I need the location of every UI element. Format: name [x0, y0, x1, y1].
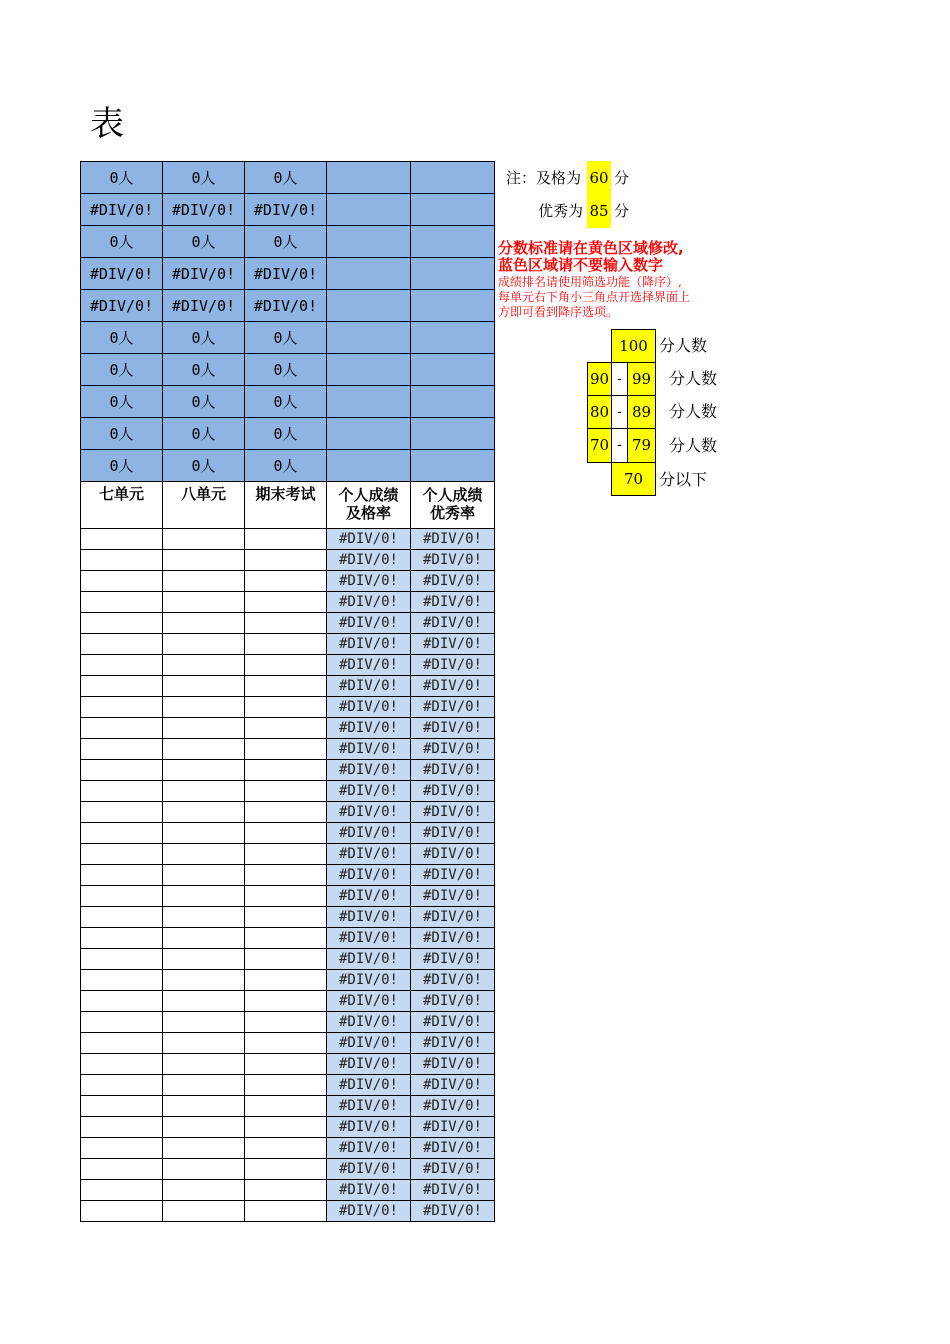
excellent-score-input[interactable]: 85 [587, 195, 611, 228]
band-80-dash: - [611, 395, 628, 429]
excellent-rate-cell[interactable]: #DIV/0! [411, 760, 495, 781]
excellent-rate-cell[interactable]: #DIV/0! [411, 1201, 495, 1222]
pass-rate-cell[interactable]: #DIV/0! [327, 1180, 411, 1201]
stats-cell[interactable]: 0人 [81, 450, 163, 482]
excellent-rate-cell[interactable]: #DIV/0! [411, 592, 495, 613]
table-row [81, 844, 495, 865]
band-70-low-input[interactable]: 70 [587, 428, 612, 463]
score-cell[interactable] [245, 718, 327, 739]
band-80-high-input[interactable]: 89 [627, 395, 656, 429]
pass-rate-cell[interactable]: #DIV/0! [327, 928, 411, 949]
score-cell[interactable] [163, 886, 245, 907]
stats-cell[interactable]: 0人 [81, 418, 163, 450]
pass-rate-cell[interactable]: #DIV/0! [327, 991, 411, 1012]
score-cell[interactable] [81, 697, 163, 718]
score-cell[interactable] [245, 571, 327, 592]
score-cell[interactable] [245, 844, 327, 865]
score-cell[interactable] [81, 844, 163, 865]
band-80-low-input[interactable]: 80 [587, 395, 612, 429]
excellent-rate-cell[interactable]: #DIV/0! [411, 865, 495, 886]
pass-note-prefix: 注：及格为 [506, 169, 582, 187]
pass-rate-cell[interactable]: #DIV/0! [327, 1201, 411, 1222]
table-row [81, 1159, 495, 1180]
sort-tip [498, 275, 690, 320]
excellent-rate-cell[interactable]: #DIV/0! [411, 844, 495, 865]
pass-rate-cell[interactable]: #DIV/0! [327, 823, 411, 844]
score-cell[interactable] [81, 907, 163, 928]
stats-cell[interactable]: #DIV/0! [245, 194, 327, 226]
header-final[interactable]: 期末考试 [245, 482, 327, 529]
score-cell[interactable] [163, 739, 245, 760]
stats-cell[interactable] [327, 322, 411, 354]
table-row [81, 802, 495, 823]
score-cell[interactable] [163, 529, 245, 550]
score-cell[interactable] [163, 634, 245, 655]
pass-rate-cell[interactable]: #DIV/0! [327, 676, 411, 697]
score-cell[interactable] [163, 802, 245, 823]
stats-cell[interactable]: 0人 [81, 386, 163, 418]
table-row [81, 592, 495, 613]
table-row [81, 1033, 495, 1054]
band-80-label: 分人数 [669, 402, 718, 421]
excellent-rate-cell[interactable]: #DIV/0! [411, 907, 495, 928]
excellent-rate-cell[interactable]: #DIV/0! [411, 676, 495, 697]
stats-row [81, 450, 495, 482]
stats-cell[interactable] [411, 418, 495, 450]
stats-cell[interactable]: 0人 [81, 162, 163, 194]
stats-cell[interactable] [327, 290, 411, 322]
score-cell[interactable] [245, 1075, 327, 1096]
stats-row [81, 162, 495, 194]
score-cell[interactable] [81, 1201, 163, 1222]
score-cell[interactable] [163, 949, 245, 970]
stats-cell[interactable] [411, 258, 495, 290]
stats-cell[interactable]: 0人 [81, 226, 163, 258]
score-cell[interactable] [81, 1012, 163, 1033]
stats-cell[interactable]: #DIV/0! [81, 290, 163, 322]
score-cell[interactable] [163, 1012, 245, 1033]
pass-rate-cell[interactable]: #DIV/0! [327, 571, 411, 592]
score-cell[interactable] [81, 634, 163, 655]
score-cell[interactable] [81, 676, 163, 697]
excellent-note-prefix: 优秀为 [538, 202, 584, 220]
score-cell[interactable] [81, 718, 163, 739]
score-cell[interactable] [163, 1033, 245, 1054]
stats-cell[interactable] [411, 290, 495, 322]
pass-rate-cell[interactable]: #DIV/0! [327, 697, 411, 718]
score-cell[interactable] [245, 886, 327, 907]
sort-tip-line-1: 成绩排名请使用筛选功能（降序）, [498, 275, 682, 289]
stats-cell[interactable]: 0人 [163, 162, 245, 194]
header-unit7[interactable]: 七单元 [81, 482, 163, 529]
pass-rate-cell[interactable]: #DIV/0! [327, 949, 411, 970]
excellent-rate-cell[interactable]: #DIV/0! [411, 634, 495, 655]
warning-note [498, 240, 684, 274]
table-row [81, 865, 495, 886]
score-cell[interactable] [81, 571, 163, 592]
excellent-rate-cell[interactable]: #DIV/0! [411, 1054, 495, 1075]
header-excellent-rate-line-1: 个人成绩 [422, 486, 483, 504]
score-cell[interactable] [81, 1075, 163, 1096]
score-cell[interactable] [163, 718, 245, 739]
score-cell[interactable] [163, 1075, 245, 1096]
score-cell[interactable] [163, 928, 245, 949]
table-row [81, 676, 495, 697]
table-row [81, 760, 495, 781]
stats-cell[interactable]: 0人 [245, 354, 327, 386]
pass-rate-cell[interactable]: #DIV/0! [327, 781, 411, 802]
excellent-rate-cell[interactable]: #DIV/0! [411, 697, 495, 718]
score-cell[interactable] [245, 655, 327, 676]
score-cell[interactable] [81, 781, 163, 802]
table-row [81, 571, 495, 592]
stats-cell[interactable]: 0人 [245, 162, 327, 194]
score-cell[interactable] [163, 1201, 245, 1222]
column-header-row [81, 482, 495, 529]
table-row [81, 613, 495, 634]
stats-cell[interactable] [327, 258, 411, 290]
pass-rate-cell[interactable]: #DIV/0! [327, 739, 411, 760]
stats-cell[interactable] [327, 194, 411, 226]
score-cell[interactable] [81, 1054, 163, 1075]
header-excellent-rate-line-2: 优秀率 [429, 504, 475, 522]
score-cell[interactable] [245, 613, 327, 634]
table-row [81, 1201, 495, 1222]
stats-cell[interactable] [411, 322, 495, 354]
stats-cell[interactable] [327, 418, 411, 450]
score-cell[interactable] [245, 1054, 327, 1075]
pass-rate-cell[interactable]: #DIV/0! [327, 655, 411, 676]
pass-rate-cell[interactable]: #DIV/0! [327, 550, 411, 571]
stats-cell[interactable]: #DIV/0! [163, 194, 245, 226]
header-pass-rate-line-2: 及格率 [345, 504, 391, 522]
score-cell[interactable] [245, 592, 327, 613]
score-cell[interactable] [245, 1138, 327, 1159]
table-row [81, 1117, 495, 1138]
header-pass-rate[interactable] [327, 482, 411, 529]
score-cell[interactable] [81, 865, 163, 886]
excellent-rate-cell[interactable]: #DIV/0! [411, 529, 495, 550]
table-row [81, 1054, 495, 1075]
score-cell[interactable] [163, 1180, 245, 1201]
score-cell[interactable] [245, 1012, 327, 1033]
score-cell[interactable] [245, 991, 327, 1012]
header-excellent-rate[interactable] [411, 482, 495, 529]
table-row [81, 970, 495, 991]
excellent-rate-cell[interactable]: #DIV/0! [411, 550, 495, 571]
stats-cell[interactable]: #DIV/0! [81, 258, 163, 290]
score-cell[interactable] [245, 781, 327, 802]
score-cell[interactable] [245, 907, 327, 928]
score-cell[interactable] [245, 760, 327, 781]
score-cell[interactable] [163, 1117, 245, 1138]
stats-cell[interactable] [411, 194, 495, 226]
excellent-rate-cell[interactable]: #DIV/0! [411, 1096, 495, 1117]
score-cell[interactable] [81, 1159, 163, 1180]
table-row [81, 907, 495, 928]
score-cell[interactable] [245, 676, 327, 697]
score-cell[interactable] [81, 970, 163, 991]
excellent-rate-cell[interactable]: #DIV/0! [411, 991, 495, 1012]
score-cell[interactable] [245, 550, 327, 571]
excellent-rate-cell[interactable]: #DIV/0! [411, 949, 495, 970]
stats-cell[interactable]: #DIV/0! [245, 258, 327, 290]
excellent-rate-cell[interactable]: #DIV/0! [411, 928, 495, 949]
excellent-rate-cell[interactable]: #DIV/0! [411, 781, 495, 802]
excellent-note-suffix: 分 [614, 202, 630, 220]
stats-row [81, 258, 495, 290]
pass-rate-cell[interactable]: #DIV/0! [327, 1138, 411, 1159]
excellent-rate-cell[interactable]: #DIV/0! [411, 739, 495, 760]
band-90-label: 分人数 [669, 369, 718, 388]
band-below-input[interactable]: 70 [611, 462, 656, 496]
score-cell[interactable] [81, 823, 163, 844]
table-row [81, 697, 495, 718]
stats-cell[interactable] [411, 162, 495, 194]
score-cell[interactable] [245, 1117, 327, 1138]
table-row [81, 1075, 495, 1096]
stats-cell[interactable]: 0人 [245, 418, 327, 450]
table-row [81, 928, 495, 949]
score-cell[interactable] [245, 697, 327, 718]
band-full-label: 分人数 [659, 336, 708, 355]
score-cell[interactable] [81, 928, 163, 949]
band-70-high-input[interactable]: 79 [627, 428, 656, 463]
stats-cell[interactable]: #DIV/0! [245, 290, 327, 322]
score-cell[interactable] [81, 550, 163, 571]
excellent-rate-cell[interactable]: #DIV/0! [411, 718, 495, 739]
pass-rate-cell[interactable]: #DIV/0! [327, 865, 411, 886]
warning-line-2: 蓝色区域请不要输入数字 [498, 256, 664, 274]
score-cell[interactable] [163, 1159, 245, 1180]
score-cell[interactable] [81, 1180, 163, 1201]
score-cell[interactable] [163, 550, 245, 571]
sort-tip-line-2: 每单元右下角小三角点开选择界面上 [498, 290, 691, 304]
stats-row [81, 290, 495, 322]
excellent-rate-cell[interactable]: #DIV/0! [411, 802, 495, 823]
table-row [81, 550, 495, 571]
excellent-rate-cell[interactable]: #DIV/0! [411, 571, 495, 592]
score-cell[interactable] [245, 1033, 327, 1054]
stats-cell[interactable] [327, 226, 411, 258]
score-cell[interactable] [245, 739, 327, 760]
stats-cell[interactable]: 0人 [81, 354, 163, 386]
stats-row [81, 194, 495, 226]
score-cell[interactable] [245, 865, 327, 886]
score-cell[interactable] [81, 1096, 163, 1117]
pass-note-suffix: 分 [614, 169, 630, 187]
score-cell[interactable] [245, 802, 327, 823]
pass-rate-cell[interactable]: #DIV/0! [327, 529, 411, 550]
pass-rate-cell[interactable]: #DIV/0! [327, 802, 411, 823]
header-pass-rate-line-1: 个人成绩 [338, 486, 399, 504]
stats-cell[interactable] [327, 450, 411, 482]
pass-rate-cell[interactable]: #DIV/0! [327, 1096, 411, 1117]
score-cell[interactable] [245, 1096, 327, 1117]
excellent-rate-cell[interactable]: #DIV/0! [411, 1180, 495, 1201]
score-cell[interactable] [163, 781, 245, 802]
pass-rate-cell[interactable]: #DIV/0! [327, 907, 411, 928]
excellent-rate-cell[interactable]: #DIV/0! [411, 886, 495, 907]
table-row [81, 781, 495, 802]
stats-cell[interactable]: 0人 [245, 386, 327, 418]
pass-rate-cell[interactable]: #DIV/0! [327, 760, 411, 781]
score-cell[interactable] [163, 970, 245, 991]
stats-cell[interactable]: 0人 [163, 322, 245, 354]
score-cell[interactable] [245, 634, 327, 655]
band-70-label: 分人数 [669, 436, 718, 455]
score-cell[interactable] [81, 949, 163, 970]
excellent-rate-cell[interactable]: #DIV/0! [411, 1117, 495, 1138]
pass-rate-cell[interactable]: #DIV/0! [327, 1117, 411, 1138]
score-cell[interactable] [245, 823, 327, 844]
stats-cell[interactable]: 0人 [163, 418, 245, 450]
score-cell[interactable] [245, 1180, 327, 1201]
stats-cell[interactable] [411, 386, 495, 418]
stats-cell[interactable]: 0人 [81, 322, 163, 354]
excellent-rate-cell[interactable]: #DIV/0! [411, 1159, 495, 1180]
stats-cell[interactable] [411, 450, 495, 482]
stats-row [81, 386, 495, 418]
score-cell[interactable] [81, 739, 163, 760]
stats-cell[interactable]: 0人 [245, 450, 327, 482]
pass-rate-cell[interactable]: #DIV/0! [327, 970, 411, 991]
pass-rate-cell[interactable]: #DIV/0! [327, 592, 411, 613]
pass-rate-cell[interactable]: #DIV/0! [327, 1075, 411, 1096]
stats-row [81, 226, 495, 258]
stats-cell[interactable]: 0人 [163, 386, 245, 418]
score-cell[interactable] [81, 1033, 163, 1054]
excellent-rate-cell[interactable]: #DIV/0! [411, 655, 495, 676]
score-cell[interactable] [81, 1138, 163, 1159]
score-cell[interactable] [163, 760, 245, 781]
stats-cell[interactable]: #DIV/0! [163, 290, 245, 322]
score-cell[interactable] [163, 655, 245, 676]
pass-rate-cell[interactable]: #DIV/0! [327, 1012, 411, 1033]
score-cell[interactable] [245, 1159, 327, 1180]
stats-cell[interactable]: 0人 [245, 226, 327, 258]
score-cell[interactable] [163, 823, 245, 844]
table-row [81, 1180, 495, 1201]
score-cell[interactable] [245, 928, 327, 949]
score-cell[interactable] [163, 907, 245, 928]
table-row [81, 1012, 495, 1033]
pass-rate-cell[interactable]: #DIV/0! [327, 1159, 411, 1180]
sheet-title: 表 [90, 104, 124, 144]
pass-rate-cell[interactable]: #DIV/0! [327, 886, 411, 907]
stats-row [81, 354, 495, 386]
score-table [80, 161, 495, 1222]
score-cell[interactable] [163, 1054, 245, 1075]
pass-rate-cell[interactable]: #DIV/0! [327, 1054, 411, 1075]
score-cell[interactable] [81, 613, 163, 634]
excellent-rate-cell[interactable]: #DIV/0! [411, 1138, 495, 1159]
band-90-dash: - [611, 362, 628, 396]
stats-cell[interactable]: 0人 [245, 322, 327, 354]
table-row [81, 718, 495, 739]
stats-cell[interactable]: 0人 [163, 226, 245, 258]
excellent-rate-cell[interactable]: #DIV/0! [411, 1012, 495, 1033]
table-row [81, 1096, 495, 1117]
stats-cell[interactable] [327, 354, 411, 386]
table-row [81, 949, 495, 970]
excellent-rate-cell[interactable]: #DIV/0! [411, 1075, 495, 1096]
score-cell[interactable] [81, 1117, 163, 1138]
score-cell[interactable] [245, 949, 327, 970]
table-row [81, 634, 495, 655]
score-cell[interactable] [81, 802, 163, 823]
stats-row [81, 322, 495, 354]
header-unit8[interactable]: 八单元 [163, 482, 245, 529]
stats-cell[interactable] [327, 162, 411, 194]
table-row [81, 655, 495, 676]
score-cell[interactable] [245, 970, 327, 991]
excellent-rate-cell[interactable]: #DIV/0! [411, 970, 495, 991]
score-cell[interactable] [163, 571, 245, 592]
stats-cell[interactable] [327, 386, 411, 418]
pass-rate-cell[interactable]: #DIV/0! [327, 613, 411, 634]
stats-cell[interactable]: 0人 [163, 354, 245, 386]
score-cell[interactable] [163, 844, 245, 865]
excellent-rate-cell[interactable]: #DIV/0! [411, 613, 495, 634]
sort-tip-line-3: 方即可看到降序选项。 [498, 305, 619, 319]
band-below-label: 分以下 [659, 470, 708, 489]
score-cell[interactable] [81, 655, 163, 676]
score-cell[interactable] [163, 676, 245, 697]
score-cell[interactable] [81, 991, 163, 1012]
table-row [81, 886, 495, 907]
band-90-low-input[interactable]: 90 [587, 362, 612, 396]
score-cell[interactable] [163, 991, 245, 1012]
pass-rate-cell[interactable]: #DIV/0! [327, 844, 411, 865]
score-cell[interactable] [163, 697, 245, 718]
pass-score-input[interactable]: 60 [587, 161, 611, 195]
stats-cell[interactable] [411, 354, 495, 386]
band-90-high-input[interactable]: 99 [627, 362, 656, 396]
score-cell[interactable] [163, 1096, 245, 1117]
score-cell[interactable] [163, 865, 245, 886]
table-row [81, 823, 495, 844]
stats-cell[interactable]: #DIV/0! [163, 258, 245, 290]
table-row [81, 739, 495, 760]
stats-cell[interactable]: 0人 [163, 450, 245, 482]
score-cell[interactable] [245, 529, 327, 550]
score-cell[interactable] [81, 592, 163, 613]
score-cell[interactable] [163, 1138, 245, 1159]
excellent-rate-cell[interactable]: #DIV/0! [411, 823, 495, 844]
band-70-dash: - [611, 428, 628, 463]
table-row [81, 529, 495, 550]
table-row [81, 991, 495, 1012]
pass-rate-cell[interactable]: #DIV/0! [327, 718, 411, 739]
score-cell[interactable] [81, 886, 163, 907]
band-full-input[interactable]: 100 [611, 329, 656, 363]
table-row [81, 1138, 495, 1159]
pass-rate-cell[interactable]: #DIV/0! [327, 634, 411, 655]
pass-rate-cell[interactable]: #DIV/0! [327, 1033, 411, 1054]
score-cell[interactable] [81, 760, 163, 781]
score-cell[interactable] [81, 529, 163, 550]
stats-cell[interactable]: #DIV/0! [81, 194, 163, 226]
stats-row [81, 418, 495, 450]
score-cell[interactable] [245, 1201, 327, 1222]
excellent-rate-cell[interactable]: #DIV/0! [411, 1033, 495, 1054]
stats-cell[interactable] [411, 226, 495, 258]
warning-line-1: 分数标准请在黄色区域修改, [498, 239, 684, 257]
score-cell[interactable] [163, 592, 245, 613]
score-cell[interactable] [163, 613, 245, 634]
